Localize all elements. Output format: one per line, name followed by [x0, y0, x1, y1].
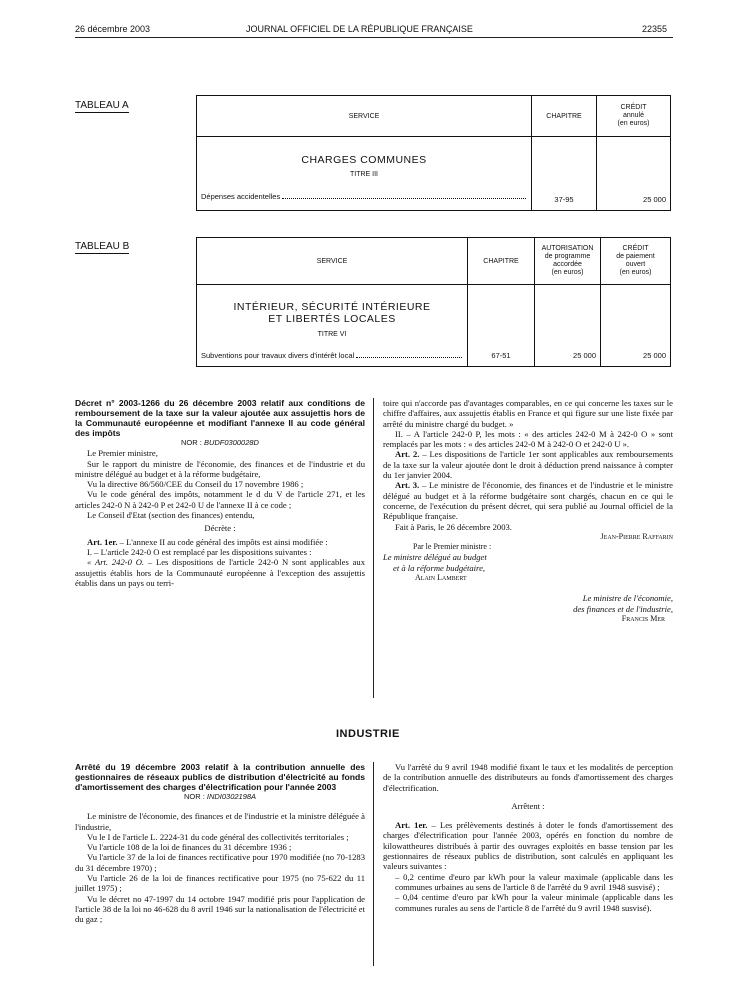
decret-left-column: [75, 398, 365, 588]
decret-title: Décret n° 2003-1266 du 26 décembre 2003 relatif aux conditions de remboursement de la taxe sur la valeur ajoutée aux assujettis hors de la Communauté européenne et modifiant l'annexe II au code général des impôts: [75, 398, 365, 438]
decret-nor: NOR : BUDF0300028D: [181, 438, 259, 447]
decret-min-budget-1: Le ministre délégué au budget: [383, 552, 487, 563]
arrete-p3: Vu l'article 108 de la loi de finances du 31 décembre 1936 ;: [87, 842, 292, 853]
decret-r1: toire qui n'accorde pas d'avantages comparables, en ce qui concerne les taxes sur le chiffre d'affaires, aux assujettis établis en France et qui figure sur une liste fixée par arrêté du ministre chargé du budget. »: [383, 398, 673, 429]
arrete-title: Arrêté du 19 décembre 2003 relatif à la contribution annuelle des gestionnaires de réseaux publics de distribution d'électricité au fonds d'amortissement des charges d'électrification pour l'année 2003: [75, 762, 365, 792]
tableau-b-row-autorisation: 25 000: [535, 285, 601, 367]
tableau-b-col-chapitre: CHAPITRE: [468, 238, 535, 285]
decret-signature-1: Jean-Pierre Raffarin: [600, 531, 673, 541]
decret-r2: II. – A l'article 242-0 P, les mots : « des articles 242-0 M à 242-0 O » sont remplacés par les mots : « des articles 242-0 M à 242-0 O et 242-0 U ».: [383, 428, 673, 450]
arrete-p2: Vu le I de l'article L. 2224-31 du code général des collectivités territoriales ;: [87, 831, 349, 842]
tableau-b-col-autorisation: AUTORISATION de programme accordée (en euros): [535, 238, 601, 285]
decret-par-le: Par le Premier ministre :: [413, 542, 492, 552]
arrete-nor: NOR : INDI0302198A: [183, 792, 257, 801]
tableau-a-col-service: SERVICE: [197, 96, 532, 137]
arrete-right-column: [383, 762, 673, 913]
arrete-li2: – 0,04 centime d'euro par kWh pour la valeur minimale (applicable dans les communes rurales au sens de l'article 8 de l'arrêté du 9 avril 1948 susvisé).: [395, 892, 673, 913]
header-page: 22355: [642, 24, 668, 34]
tableau-b-row-chapitre: 67-51: [468, 285, 535, 367]
tableau-b-titre: TITRE VI: [317, 331, 347, 338]
decret-p4: Vu le code général des impôts, notamment le d du V de l'article 271, et les articles 242-0 N à 242-0 P et 242-0 U de l'annexe II à ce code ;: [75, 489, 365, 510]
tableau-a-row-credit: 25 000: [597, 137, 671, 211]
decret-p1: Le Premier ministre,: [87, 448, 158, 459]
tableau-b-col-credit: CRÉDIT de paiement ouvert (en euros): [601, 238, 671, 285]
column-divider-2: [373, 762, 374, 966]
tableau-b: [196, 237, 671, 367]
arrete-arretent: Arrêtent :: [511, 800, 545, 811]
tableau-a-row: [201, 192, 527, 201]
tableau-a-row-label: Dépenses accidentelles: [201, 192, 281, 201]
decret-right-column: [383, 398, 673, 624]
decret-art2: Art. 2. – Les dispositions de l'article 1er sont applicables aux remboursements de la taxe sur la valeur ajoutée dont le droit à déduction prend naissance à compter du 1er janvier 2004.: [383, 449, 674, 481]
decret-signature-3: Francis Mer: [621, 613, 665, 623]
decret-art3: Art. 3. – Le ministre de l'économie, des finances et de l'industrie et le ministre délégué au budget et à la réforme budgétaire sont chargés, chacun en ce qui le concerne, de l'exécution du présent décret, qui sera publié au Journal officiel de la République française.: [383, 480, 674, 522]
decret-decrete: Décrète :: [204, 523, 236, 534]
header-date: 26 décembre 2003: [75, 24, 151, 34]
tableau-a-col-credit: CRÉDIT annulé (en euros): [597, 96, 671, 137]
arrete-art1: Art. 1er. – Les prélèvements destinés à doter le fonds d'amortissement des charges d'électrification pour l'année 2003, opérés en fonction du nombre de kilowattheures distribués à partir des ouvrages exploités en basse tension par les gestionnaires de réseaux publics de distribution, sont calculés en appliquant les valeurs suivantes :: [383, 820, 673, 872]
decret-p7: « Art. 242-0 O. – Les dispositions de l'article 242-0 N sont applicables aux assujettis établis hors de la Communauté européenne à l'exception des assujettis établis dans un pays ou terri-: [75, 557, 365, 588]
decret-p3: Vu la directive 86/560/CEE du Conseil du 17 novembre 1986 ;: [87, 479, 304, 490]
decret-p2: Sur le rapport du ministre de l'économie, des finances et de l'industrie et du ministre délégué au budget et à la réforme budgétaire,: [75, 458, 365, 479]
decret-signature-2: Alain Lambert: [415, 573, 467, 583]
tableau-a-titre: TITRE III: [350, 171, 378, 178]
decret-min-eco-1: Le ministre de l'économie,: [582, 593, 673, 604]
tableau-b-body-service: [197, 285, 468, 367]
tableau-a-col-chapitre: CHAPITRE: [532, 96, 597, 137]
header-rule: [75, 37, 673, 38]
decret-fait: Fait à Paris, le 26 décembre 2003.: [395, 521, 512, 532]
tableau-a-body-service: [197, 137, 532, 211]
arrete-p6: Vu le décret no 47-1997 du 14 octobre 1947 modifié pris pour l'application de l'article 38 de la loi no 46-628 du 8 avril 1946 sur la nationalisation de l'électricité et du gaz ;: [75, 893, 365, 925]
tableau-b-label: TABLEAU B: [75, 241, 130, 252]
arrete-li1: – 0,2 centime d'euro par kWh pour la valeur maximale (applicable dans les communes urbaines au sens de l'article 8 de l'arrêté du 9 avril 1948 susvisé) ;: [395, 871, 673, 892]
tableau-b-heading-2: ET LIBERTÉS LOCALES: [268, 313, 396, 325]
tableau-b-row: [201, 351, 463, 360]
tableau-a-row-chapitre: 37-95: [532, 137, 597, 211]
tableau-b-row-credit: 25 000: [601, 285, 671, 367]
decret-p6: I. – L'article 242-0 O est remplacé par les dispositions suivantes :: [87, 546, 312, 557]
decret-p5: Le Conseil d'Etat (section des finances) entendu,: [87, 510, 255, 521]
header-journal: JOURNAL OFFICIEL DE LA RÉPUBLIQUE FRANÇAISE: [246, 24, 473, 34]
tableau-a-heading: CHARGES COMMUNES: [301, 154, 427, 166]
tableau-b-heading-1: INTÉRIEUR, SÉCURITÉ INTÉRIEURE: [233, 301, 431, 313]
tableau-b-col-service: SERVICE: [197, 238, 468, 285]
arrete-p4: Vu l'article 37 de la loi de finances rectificative pour 1970 modifiée (no 70-1283 du 31 décembre 1970) ;: [75, 852, 365, 873]
arrete-r1: Vu l'arrêté du 9 avril 1948 modifié fixant le taux et les modalités de perception de la contribution annuelle des distributeurs au fonds d'amortissement des charges d'électrification.: [383, 762, 673, 793]
arrete-p5: Vu l'article 26 de la loi de finances rectificative pour 1975 (no 75-622 du 11 juillet 1975) ;: [75, 873, 365, 894]
tableau-a: [196, 95, 671, 211]
tableau-a-label: TABLEAU A: [75, 100, 129, 111]
arrete-p1: Le ministre de l'économie, des finances et de l'industrie et la ministre déléguée à l'industrie,: [75, 811, 365, 832]
decret-art1: Art. 1er. – L'annexe II au code général des impôts est ainsi modifiée :: [87, 536, 328, 547]
decret-min-eco-2: des finances et de l'industrie,: [573, 603, 673, 614]
arrete-left-column: [75, 762, 365, 925]
decret-min-budget-2: et à la réforme budgétaire,: [393, 562, 486, 573]
section-title: INDUSTRIE: [336, 728, 400, 740]
column-divider-1: [373, 398, 374, 698]
tableau-b-row-label: Subventions pour travaux divers d'intérêt local: [201, 351, 355, 360]
